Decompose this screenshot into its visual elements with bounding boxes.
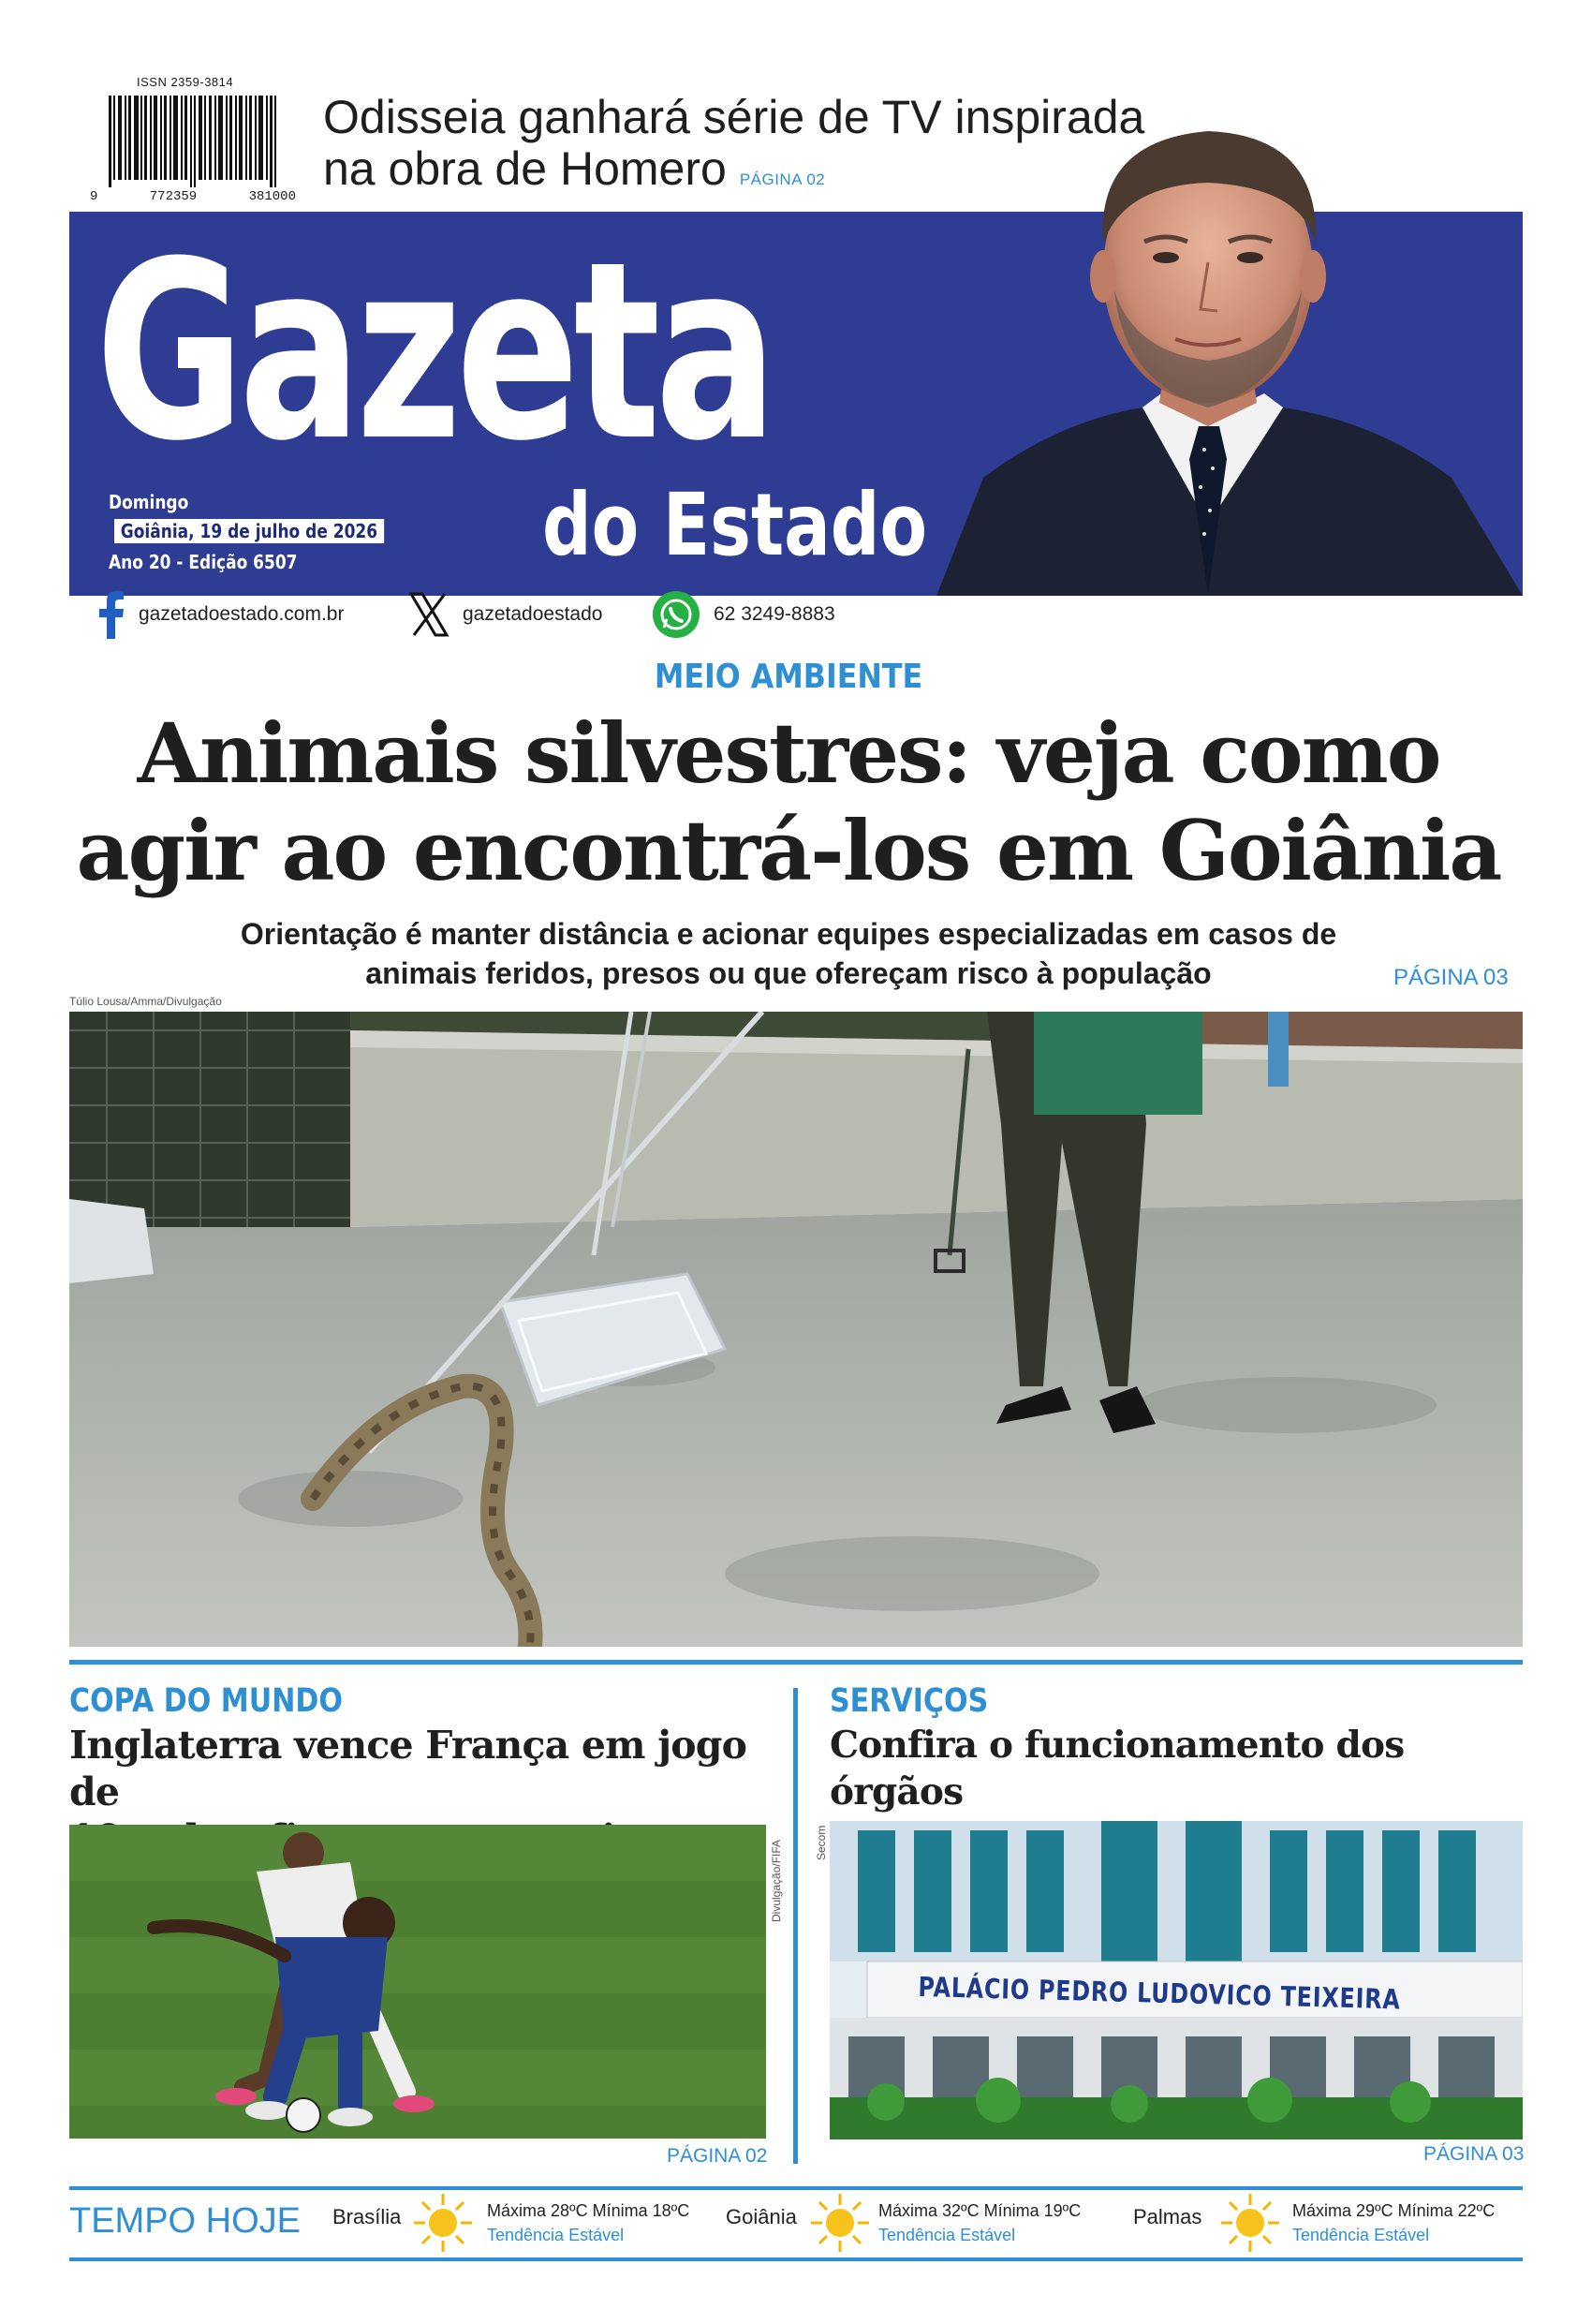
facebook-handle: gazetadoestado.com.br [139, 603, 345, 625]
sun-icon [412, 2192, 474, 2254]
standfirst-line1: Orientação é manter distância e acionar equipes especializadas em casos de [240, 917, 1337, 951]
x-icon [408, 592, 450, 637]
weather-top-rule [69, 2186, 1523, 2190]
sun-icon [1219, 2192, 1281, 2254]
barcode-bars [90, 96, 296, 187]
sports-story-photo[interactable] [69, 1825, 766, 2139]
weather-temps-goiania: Máxima 32ºC Mínima 19ºC [878, 2201, 1082, 2220]
services-headline-line1: Confira o funcionamento dos órgãos [830, 1724, 1405, 1813]
weather-temps-brasilia: Máxima 28ºC Mínima 18ºC [487, 2201, 690, 2220]
facebook-icon [97, 590, 125, 639]
standfirst-line2: animais feridos, presos ou que ofereçam risco à população [365, 956, 1212, 990]
masthead-subtitle: do Estado [542, 475, 928, 575]
weather-city-palmas: Palmas [1133, 2205, 1202, 2228]
main-story-standfirst [169, 914, 1408, 993]
x-link[interactable] [408, 588, 602, 641]
main-story-kicker: MEIO AMBIENTE [654, 658, 923, 696]
main-headline-line1: Animais silvestres: veja como [137, 704, 1440, 802]
teaser-portrait-photo[interactable] [927, 84, 1523, 596]
barcode [90, 75, 296, 225]
main-story-headline[interactable] [37, 704, 1540, 899]
issn-label: ISSN 2359-3814 [137, 75, 234, 89]
barcode-digit-group-1: 772359 [149, 189, 198, 204]
services-photo-credit: Secom [815, 1825, 828, 1860]
facebook-link[interactable] [97, 588, 344, 641]
main-photo-credit: Túlio Lousa/Amma/Divulgação [69, 995, 222, 1008]
sports-story-page-ref[interactable]: PÁGINA 02 [667, 2145, 768, 2167]
weather-label: TEMPO HOJE [69, 2201, 302, 2241]
social-links [94, 588, 1030, 641]
masthead-date: Goiânia, 19 de julho de 2026 [114, 519, 384, 543]
masthead-edition: Ano 20 - Edição 6507 [109, 551, 298, 573]
main-story-photo[interactable] [69, 1012, 1523, 1647]
services-story-page-ref[interactable]: PÁGINA 03 [1423, 2143, 1525, 2165]
teaser-headline-line1: Odisseia ganhará série de TV inspirada [323, 91, 1145, 143]
sun-icon [809, 2192, 871, 2254]
teaser-page-ref[interactable]: PÁGINA 02 [739, 170, 826, 188]
weather-city-brasilia: Brasília [332, 2205, 402, 2228]
services-story-photo[interactable] [830, 1821, 1523, 2139]
weather-trend-palmas: Tendência Estável [1292, 2226, 1430, 2244]
main-headline-line2: agir ao encontrá-los em Goiânia [76, 802, 1501, 899]
whatsapp-number: 62 3249-8883 [714, 603, 835, 625]
main-story-page-ref[interactable]: PÁGINA 03 [1393, 965, 1509, 990]
barcode-digit-group-2: 381000 [248, 189, 296, 204]
sports-photo-credit: Divulgação/FIFA [770, 1839, 783, 1922]
weather-city-goiania: Goiânia [726, 2205, 797, 2228]
masthead-title: Gazeta [96, 212, 773, 495]
section-divider [69, 1660, 1523, 1665]
sports-headline-line1: Inglaterra vence França em jogo de [69, 1723, 747, 1814]
building-sign: PALÁCIO PEDRO LUDOVICO TEIXEIRA [918, 1971, 1402, 2016]
weather-trend-brasilia: Tendência Estável [487, 2226, 625, 2244]
x-handle: gazetadoestado [463, 603, 603, 625]
sports-story-kicker: COPA DO MUNDO [69, 1682, 343, 1720]
weather-bottom-rule [69, 2257, 1523, 2261]
masthead-day: Domingo [109, 491, 189, 513]
weather-temps-palmas: Máxima 29ºC Mínima 22ºC [1292, 2201, 1496, 2220]
whatsapp-link[interactable] [652, 588, 835, 641]
weather-trend-goiania: Tendência Estável [878, 2226, 1016, 2244]
teaser-headline-line2: na obra de Homero [323, 142, 727, 195]
services-story-kicker: SERVIÇOS [830, 1682, 989, 1720]
whatsapp-icon [652, 590, 700, 639]
column-divider [793, 1688, 798, 2164]
barcode-digit-prefix: 9 [90, 189, 98, 204]
barcode-digits [90, 189, 296, 204]
